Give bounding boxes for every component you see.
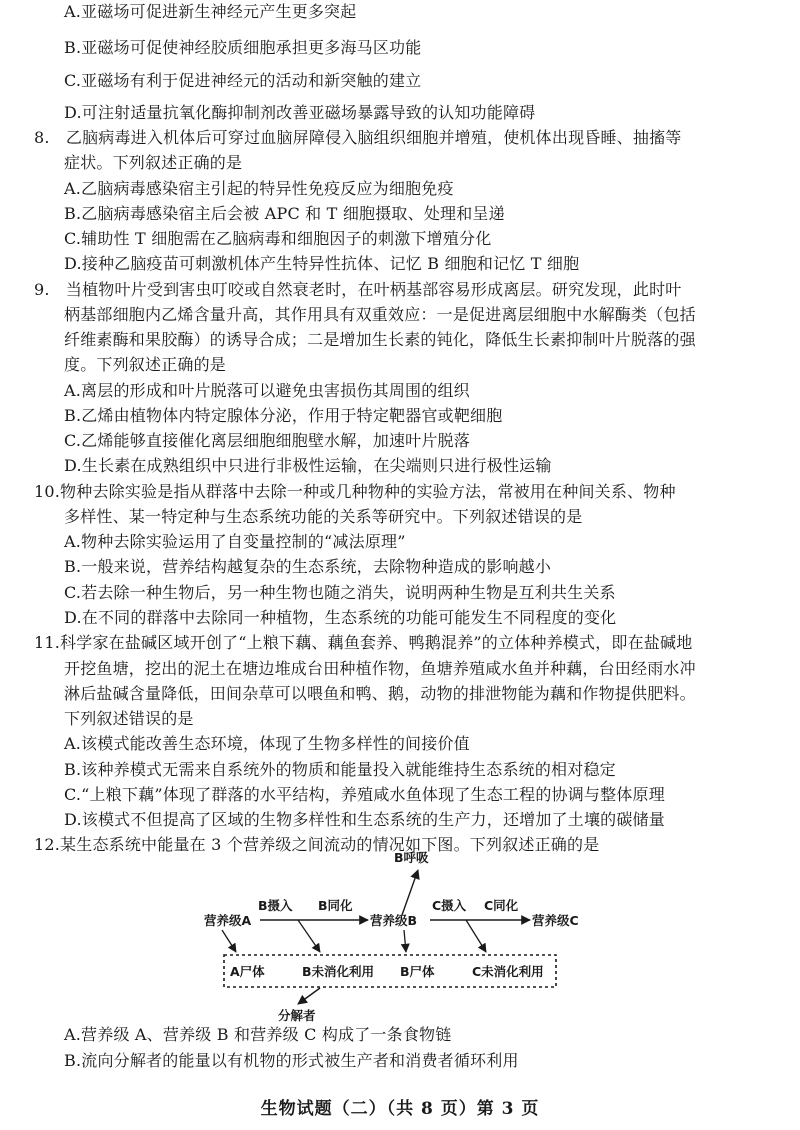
q9-stem-line-1: 9. 当植物叶片受到害虫叮咬或自然衰老时，在叶柄基部容易形成离层。研究发现，此时叶	[34, 280, 682, 299]
q8-option-a: A.乙脑病毒感染宿主引起的特异性免疫反应为细胞免疫	[64, 179, 454, 198]
energy-flow-svg	[180, 842, 600, 1022]
q9-option-d: D.生长素在成熟组织中只进行非极性运输，在尖端则只进行极性运输	[64, 456, 552, 475]
arrow-c-unassimilated	[466, 920, 486, 952]
arrow-to-decomposer	[298, 988, 320, 1004]
c-intake-label: C摄入	[432, 898, 467, 913]
a-remains-label: A尸体	[230, 964, 265, 979]
q10-stem-line-2: 多样性、某一特定种与生态系统功能的关系等研究中。下列叙述错误的是	[64, 507, 583, 526]
q11-option-b: B.该种养模式无需来自系统外的物质和能量投入就能维持生态系统的相对稳定	[64, 760, 616, 779]
b-assimilation-label: B同化	[318, 898, 353, 913]
b-unassimilated-label: B未消化利用	[302, 964, 375, 979]
q11-stem-line-1: 11.科学家在盐碱区域开创了“上粮下藕、藕鱼套养、鸭鹅混养”的立体种养模式，即在盐碱地	[34, 633, 693, 652]
q9-option-c: C.乙烯能够直接催化离层细胞细胞壁水解，加速叶片脱落	[64, 431, 470, 450]
b-intake-label: B摄入	[258, 898, 293, 913]
q11-option-c: C.“上粮下藕”体现了群落的水平结构，养殖咸水鱼体现了生态工程的协调与整体原理	[64, 785, 665, 804]
q7-option-c: C.亚磁场有利于促进神经元的活动和新突触的建立	[64, 71, 422, 90]
respiration-arrow	[402, 870, 418, 915]
q10-option-b: B.一般来说，营养结构越复杂的生态系统，去除物种造成的影响越小	[64, 557, 552, 576]
b-respiration-label: B呼吸	[394, 850, 429, 865]
q10-option-a: A.物种去除实验运用了自变量控制的“减法原理”	[64, 532, 406, 551]
q8-option-c: C.辅助性 T 细胞需在乙脑病毒和细胞因子的刺激下增殖分化	[64, 229, 492, 248]
level-c-label: 营养级C	[532, 913, 579, 928]
q12-option-b: B.流向分解者的能量以有机物的形式被生产者和消费者循环利用	[64, 1051, 519, 1070]
q9-stem-line-3: 纤维素酶和果胶酶）的诱导合成；二是增加生长素的钝化，降低生长素抑制叶片脱落的强	[64, 330, 696, 349]
q12-stem-line-1: 12.某生态系统中能量在 3 个营养级之间流动的情况如下图。下列叙述正确的是	[34, 835, 600, 854]
q9-option-a: A.离层的形成和叶片脱落可以避免虫害损伤其周围的组织	[64, 381, 470, 400]
q11-option-d: D.该模式不但提高了区域的生物多样性和生态系统的生产力，还增加了土壤的碳储量	[64, 810, 665, 829]
q10-stem-line-1: 10.物种去除实验是指从群落中去除一种或几种物种的实验方法，常被用在种间关系、物种	[34, 482, 676, 501]
q8-stem-line-2: 症状。下列叙述正确的是	[64, 153, 243, 172]
c-unassimilated-label: C未消化利用	[472, 964, 544, 979]
q7-option-d: D.可注射适量抗氧化酶抑制剂改善亚磁场暴露导致的认知功能障碍	[64, 103, 536, 122]
q9-option-b: B.乙烯由植物体内特定腺体分泌，作用于特定靶器官或靶细胞	[64, 406, 503, 425]
q9-stem-line-2: 柄基部细胞内乙烯含量升高，其作用具有双重效应：一是促进离层细胞中水解酶类（包括	[64, 305, 696, 324]
q11-option-a: A.该模式能改善生态环境，体现了生物多样性的间接价值	[64, 734, 470, 753]
page-footer: 生物试题（二）（共 8 页）第 3 页	[260, 1099, 540, 1119]
decomposer-label: 分解者	[278, 1008, 316, 1023]
q11-stem-line-4: 下列叙述错误的是	[64, 709, 194, 728]
q11-stem-line-2: 开挖鱼塘，挖出的泥土在塘边堆成台田种植作物，鱼塘养殖咸水鱼并种藕，台田经雨水冲	[64, 659, 696, 678]
q7-option-a: A.亚磁场可促进新生神经元产生更多突起	[64, 2, 357, 21]
level-a-label: 营养级A	[204, 913, 252, 928]
energy-flow-diagram	[180, 842, 600, 1022]
c-assimilation-label: C同化	[484, 898, 519, 913]
q10-option-d: D.在不同的群落中去除同一种植物，生态系统的功能可能发生不同程度的变化	[64, 608, 617, 627]
q12-option-a: A.营养级 A、营养级 B 和营养级 C 构成了一条食物链	[64, 1025, 452, 1044]
q7-option-b: B.亚磁场可促使神经胶质细胞承担更多海马区功能	[64, 38, 422, 57]
arrow-b-remains	[404, 930, 406, 952]
q9-stem-line-4: 度。下列叙述正确的是	[64, 355, 227, 374]
b-remains-label: B尸体	[400, 964, 435, 979]
q8-option-b: B.乙脑病毒感染宿主后会被 APC 和 T 细胞摄取、处理和呈递	[64, 204, 505, 223]
arrow-a-remains	[222, 930, 236, 952]
arrow-b-unassimilated	[298, 920, 320, 952]
q8-option-d: D.接种乙脑疫苗可刺激机体产生特异性抗体、记忆 B 细胞和记忆 T 细胞	[64, 254, 580, 273]
q10-option-c: C.若去除一种生物后，另一种生物也随之消失，说明两种生物是互利共生关系	[64, 583, 616, 602]
level-b-label: 营养级B	[370, 913, 418, 928]
q11-stem-line-3: 淋后盐碱含量降低，田间杂草可以喂鱼和鸭、鹅，动物的排泄物能为藕和作物提供肥料。	[64, 684, 696, 703]
q8-stem-line-1: 8. 乙脑病毒进入机体后可穿过血脑屏障侵入脑组织细胞并增殖，使机体出现昏睡、抽搐等	[34, 128, 682, 147]
